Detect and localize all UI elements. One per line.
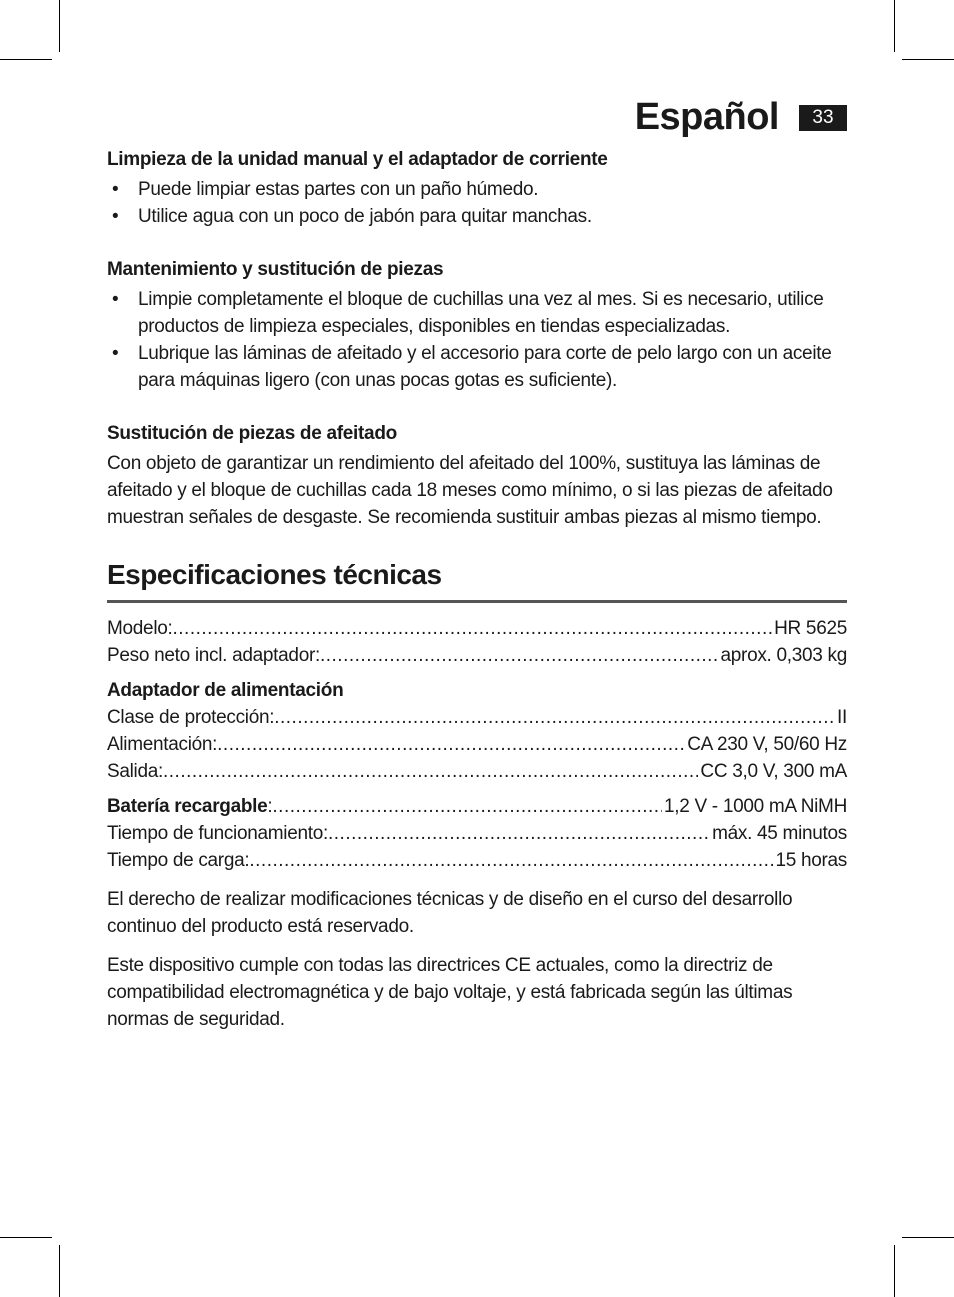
- section-heading-cleaning: Limpieza de la unidad manual y el adaptador de corriente: [107, 149, 608, 170]
- page-header: [635, 96, 847, 139]
- spec-value: máx. 45 minutos: [712, 823, 847, 844]
- spec-label: Peso neto incl. adaptador:: [107, 645, 320, 666]
- spec-row: [107, 847, 847, 874]
- crop-mark: [59, 1245, 60, 1297]
- list-item: • Puede limpiar estas partes con un paño húmedo.: [107, 176, 847, 203]
- page-number-badge: 33: [799, 105, 847, 131]
- spec-value: HR 5625: [774, 618, 847, 639]
- spec-row: [107, 642, 847, 669]
- spec-row: [107, 758, 847, 785]
- list-item: • Utilice agua con un poco de jabón para quitar manchas.: [107, 203, 847, 230]
- spec-value: CC 3,0 V, 300 mA: [700, 761, 847, 782]
- spec-label: Alimentación:: [107, 734, 218, 755]
- spec-label: Modelo:: [107, 618, 173, 639]
- spec-value: 15 horas: [775, 850, 847, 871]
- bullet-list: [107, 286, 847, 394]
- spec-label: Tiempo de funcionamiento:: [107, 823, 328, 844]
- section-heading-replacement: Sustitución de piezas de afeitado: [107, 423, 397, 444]
- spec-row: [107, 731, 847, 758]
- spec-label: Tiempo de carga:: [107, 850, 250, 871]
- spec-label: Batería recargable: [107, 796, 268, 817]
- paragraph: El derecho de realizar modificaciones técnicas y de diseño en el curso del desarrollo continuo del producto está reservado.: [107, 889, 793, 937]
- adapter-heading: Adaptador de alimentación: [107, 680, 344, 701]
- page-content: [107, 146, 847, 1033]
- crop-mark: [59, 0, 60, 52]
- crop-mark: [0, 1237, 52, 1238]
- bullet-list: [107, 176, 847, 230]
- list-item: • Limpie completamente el bloque de cuchillas una vez al mes. Si es necesario, utilice productos de limpieza especiales, disponibles en tiendas especializadas.: [107, 286, 847, 340]
- spec-value: II: [837, 707, 847, 728]
- section-heading-maintenance: Mantenimiento y sustitución de piezas: [107, 259, 444, 280]
- spec-value: aprox. 0,303 kg: [720, 645, 847, 666]
- spec-row: [107, 615, 847, 642]
- specs-title: Especificaciones técnicas: [107, 557, 847, 603]
- spec-row-battery: Batería recargable : ..... 1,2 V - 1000 mA NiMH: [107, 793, 847, 820]
- spec-group-general: [107, 615, 847, 669]
- paragraph: Con objeto de garantizar un rendimiento del afeitado del 100%, sustituya las láminas de afeitado y el bloque de cuchillas cada 18 meses como mínimo, o si las piezas de afeitado muestran señales de desgaste. Se recomienda sustituir ambas piezas al mismo tiempo.: [107, 453, 833, 528]
- language-title: Español: [634, 96, 779, 138]
- spec-value: CA 230 V, 50/60 Hz: [687, 734, 847, 755]
- crop-mark: [902, 1237, 954, 1238]
- crop-mark: [0, 59, 52, 60]
- spec-row: [107, 820, 847, 847]
- crop-mark: [902, 59, 954, 60]
- list-item: • Lubrique las láminas de afeitado y el accesorio para corte de pelo largo con un aceite para máquinas ligero (con unas pocas gotas es suficiente).: [107, 340, 847, 394]
- crop-mark: [894, 0, 895, 52]
- paragraph: Este dispositivo cumple con todas las directrices CE actuales, como la directriz de compatibilidad electromagnética y de bajo voltaje, y está fabricada según las últimas normas de seguridad.: [107, 955, 793, 1030]
- crop-mark: [894, 1245, 895, 1297]
- spec-label: Clase de protección:: [107, 707, 275, 728]
- spec-value: 1,2 V - 1000 mA NiMH: [663, 796, 847, 817]
- spec-row: [107, 704, 847, 731]
- spec-label: Salida:: [107, 761, 163, 782]
